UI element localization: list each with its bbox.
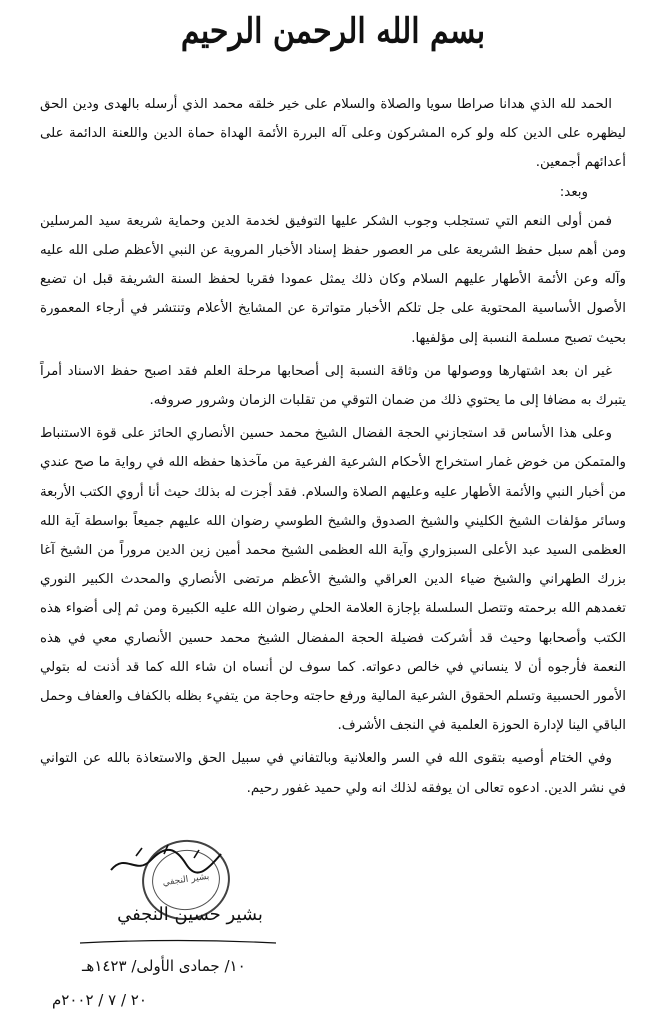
paragraph-ijaza: وعلى هذا الأساس قد استجازني الحجة الفضال الشيخ محمد حسين الأنصاري الحائز على قوة الاستنباط والمتمكن من خوض غمار استخراج الأحكام الشرعية الفرعية من مآخذها حفظه الله في رواية ما صح عندي من أخبار النبي والأئمة الأطهار عليه وعليهم الصلاة والسلام. فقد أجزت له بذلك حيث أنا أروي الكتب الأربعة وسائر مؤلفات الشيخ الكليني والشيخ الصدوق والشيخ الطوسي رضوان الله عليهم جميعاً بواسطة آية الله العظمى السيد عبد الأعلى السبزواري وآية الله العظمى الشيخ محمد أمين زين الدين مروراً من الشيخ آغا بزرك الطهراني والشيخ ضياء الدين العراقي والشيخ الأعظم مرتضى الأنصاري والمحدث الكبير النوري تغمدهم الله برحمته وتتصل السلسلة بإجازة العلامة الحلي رضوان الله عليه الكبيرة ومن ثم إلى أضواء هذه الكتب وأصحابها وحيث قد أشركت فضيلة الحجة المفضال الشيخ محمد حسين الأنصاري معي في هذه النعمة فأرجوه أن لا ينساني في خالص دعواته. كما سوف لن أنساه ان شاء الله كما قد أذنت له بتولي الأمور الحسبية وتسلم الحقوق الشرعية المالية ورفع حاجته وحاجة من يتفيء بظله بالكفاف والعفاف وحمل الباقي الينا لإدارة الحوزة العلمية في النجف الأشرف. [40, 426, 626, 734]
gregorian-date: ٢٠ / ٧ / ٢٠٠٢م [52, 991, 147, 1009]
wabad-line: وبعد: [559, 184, 588, 200]
paragraph-preservation: فمن أولى النعم التي تستجلب وجوب الشكر عليها التوفيق لخدمة الدين وحماية شريعة سيد المرسلين ومن أهم سبل حفظ الشريعة على مر العصور حفظ إسناد الأخبار المروية عن النبي الأعظم صلى الله عليه وآله وعن الأئمة الأطهار عليهم السلام وكان ذلك يمثل عمودا فقريا لحفظ السنة الشريفة قبل ان تضبع الأصول الأساسية المحتوية على جل تلكم الأخبار متواترة عن المشايخ الأعلام وتنتشر في أرجاء المعمورة بحيث تصبح مسلمة النسبة إلى مؤلفيها. [40, 213, 626, 346]
paragraph-isnad: غير ان بعد اشتهارها ووصولها من وثاقة النسبة إلى أصحابها مرحلة العلم فقد اصبح حفظ الاسناد أمراً يتبرك به مضافا إلى ما يحتوي ذلك من ضمان التوقي من تقلبات الزمان وشرور صروفه. [40, 363, 626, 409]
basmala-calligraphy [0, 11, 666, 52]
signature-underline [78, 938, 278, 946]
handwritten-signature-icon [106, 842, 226, 882]
opening-paragraph: الحمد لله الذي هدانا صراطا سويا والصلاة والسلام على خير خلقه محمد الذي أرسله بالهدى ودين الحق ليظهره على الدين كله ولو كره المشركون وعلى آله البررة الأئمة الهداة حماة الدين واللعنة الدائمة على أعدائهم أجمعين. [40, 97, 626, 171]
letter-body [40, 90, 626, 803]
closing-paragraph: وفي الختام أوصيه بتقوى الله في السر والعلانية وبالتفاني في سبيل الحق والاستعاذة بالله عن التواني في نشر الدين. ادعوه تعالى ان يوفقه لذلك انه ولي حميد غفور رحيم. [40, 751, 626, 796]
signature-block [60, 840, 280, 950]
basmala-text: بسم الله الرحمن الرحيم [180, 11, 486, 52]
hijri-date: ١٠/ جمادى الأولى/ ١٤٢٣هـ [82, 957, 246, 975]
seal-text: بشير النجفي [162, 871, 210, 889]
signer-name: بشير حسين النجفي [117, 904, 263, 925]
